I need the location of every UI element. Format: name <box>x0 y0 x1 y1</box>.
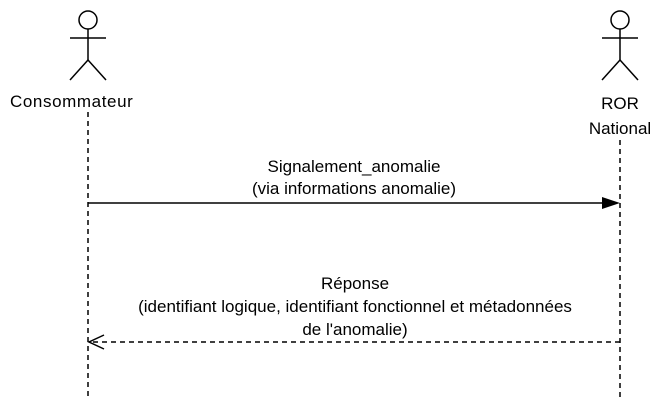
actor-ror-national-label-line1: ROR <box>601 94 639 113</box>
actor-ror-national-label-line2: National <box>588 119 652 138</box>
message-signalement-label <box>154 156 554 200</box>
message-reponse-params-line2: de l'anomalie) <box>302 320 408 339</box>
actor-consommateur-label: Consommateur <box>10 92 134 111</box>
actor-ror-national-icon <box>602 11 638 80</box>
message-reponse-name: Réponse <box>320 274 390 293</box>
actor-consommateur-icon <box>70 11 106 80</box>
message-signalement-params: (via informations anomalie) <box>251 179 457 198</box>
message-reponse-label <box>90 272 620 341</box>
message-signalement-name: Signalement_anomalie <box>267 157 441 176</box>
actor-ror-national-label <box>570 91 668 141</box>
message-reponse-params-line1: (identifiant logique, identifiant fonctionnel et métadonnées <box>138 297 572 316</box>
arrowhead-filled-icon <box>602 197 620 209</box>
